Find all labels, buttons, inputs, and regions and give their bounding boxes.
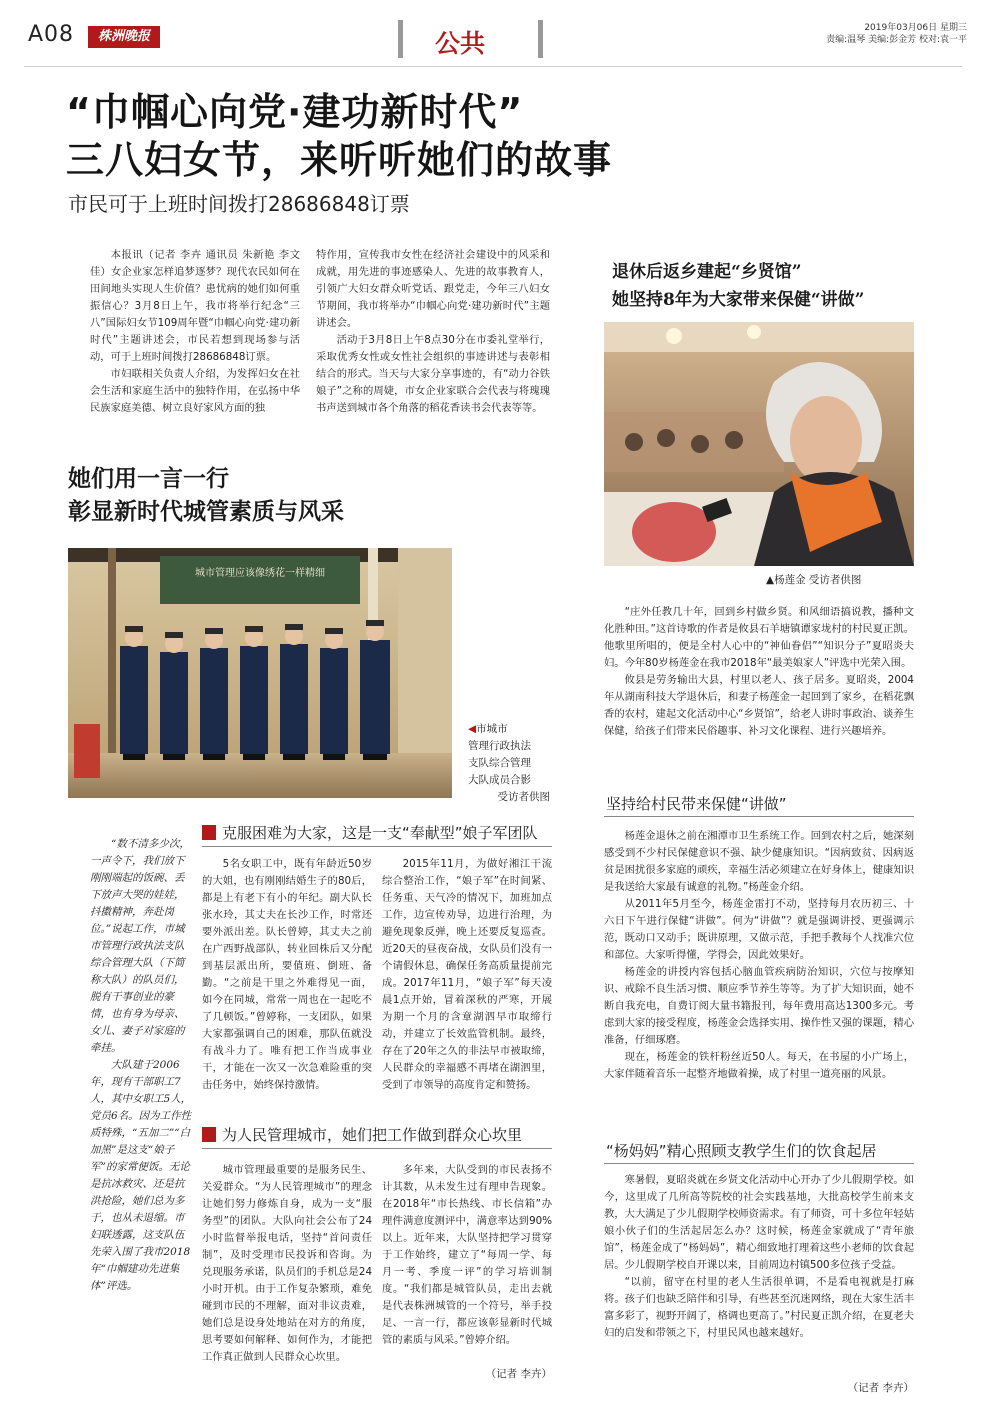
lead-paragraph: 市妇联相关负责人介绍，为发挥妇女在社会生活和家庭生活中的独特作用，在弘扬中华民族家庭美德、树立良好家风方面的独: [90, 368, 300, 414]
body-paragraph: 杨莲金退休之前在湘潭市卫生系统工作。回到农村之后，她深刻感受到不少村民保健意识不强、缺少健康知识。“因病致贫、因病返贫是困扰很多家庭的顽疾，幸福生活必须建立在好身体上，健康知识是我送给大家最有诚意的礼物。”杨莲金介绍。: [604, 830, 914, 893]
lead-headline-line1: “巾帼心向党·建功新时代”: [66, 90, 524, 134]
photo-banner-text: 城市管理应该像绣花一样精细: [195, 568, 325, 579]
story-left-headline-line2: 彰显新时代城管素质与风采: [68, 498, 344, 525]
story-left-intro-column: [90, 836, 194, 1295]
section1-column-2: [382, 856, 552, 1094]
story-left-headline: [68, 462, 344, 528]
body-paragraph: 从2011年5月至今，杨莲金雷打不动，坚持每月农历初三、十六日下午进行保健“讲做”。何为“讲做”？就是强调讲授、更强调示范，既动口又动手；既讲原理，又做示范，手把手教每个人找准穴位和部位。大家听得懂，学得会，因此效果好。: [604, 898, 914, 961]
body-paragraph: 5名女职工中，既有年龄近50岁的大姐，也有刚刚结婚生子的80后，都是上有老下有小的年纪。副大队长张水玲，其丈夫在长沙工作，时常还要外派出差。队长曾婷，其丈夫之前在广西野战部队，转业回株后又分配到基层派出所，要值班、倒班、备勤。“之前是干里之外难得见一面，如今在同城，常常一周也在一起吃不了几顿饭。”曾婷称，一支团队，如果大家都强调自己的困难，那队伍就没有战斗力了。唯有把工作当成事业干，才能在一次又一次急难险重的突击任务中，始终保持激情。: [202, 858, 372, 1091]
body-paragraph: 城市管理最重要的是服务民生、关爱群众。“为人民管理城市”的理念让她们努力修炼自身，成为一支“服务型”的团队。大队向社会公布了24小时监督举报电话，坚持“首问责任制”，及时受理市民投诉和咨询。为兑现服务承诺，队员们的手机总是24小时开机。由于工作复杂繁琐，难免碰到市民的不理解，面对非议责难，她们总是设身处地站在对方的角度，思考要如何解释、如何作为，才能把工作真正做到人民群众心坎里。: [202, 1164, 372, 1363]
story-right-body-3: [604, 1172, 914, 1342]
section2-column-1: [202, 1162, 372, 1366]
story-right-body: [604, 604, 914, 740]
lead-headline: [66, 88, 612, 184]
body-paragraph: “庄外任教几十年，回到乡村做乡贤。和风细语搞说教，播种文化胜种田。”这首诗歌的作者是攸县石羊塘镇谭家垅村的村民夏正凯。他歌里所唱的，便是全村人心中的“神仙眷侣”“知识分子”夏昭炎夫妇。今年80岁杨莲金在我市2018年“最美娘家人”评选中光荣入围。: [604, 606, 914, 669]
story-left-byline: （记者 李卉）: [485, 1368, 552, 1380]
section-title: 公共: [435, 29, 486, 58]
body-paragraph: “以前，留守在村里的老人生活很单调，不是看电视就是打麻将。孩子们也缺乏陪伴和引导，有些甚至沉迷网络，现在大家生活丰富多彩了，视野开阔了，格调也更高了。”村民夏正凯介绍，在夏老夫妇的启发和带领之下，村里民风也越来越好。: [604, 1276, 914, 1339]
story-left-headline-line1: 她们用一言一行: [68, 465, 229, 492]
section1-column-1: [202, 856, 372, 1094]
subhead-service: 为人民管理城市，她们把工作做到群众心坎里: [202, 1124, 522, 1145]
body-paragraph: 杨莲金的讲授内容包括心脑血管疾病防治知识，穴位与按摩知识、戒除不良生活习惯、顺应季节养生等等。为了扩大知识面，她不断自我充电，自费订阅大量书籍报刊，每年费用高达1300多元。考虑到大家的接受程度，杨莲金会选择实用、操作性又强的课题，精心准备，仔细琢磨。: [604, 966, 914, 1046]
lead-column-2: [316, 247, 550, 417]
team-group-photo: [68, 548, 452, 798]
lead-paragraph: 活动于3月8日上午8点30分在市委礼堂举行，采取优秀女性或女性社会组织的事迹讲述与表彰相结合的形式。当天与大家分享事迹的，有“动力谷铁娘子”之称的周婕，市女企业家联合会代表与将瑰瑰书声送到城市各个角落的稻花香读书会代表等等。: [316, 334, 550, 414]
subhead-yang-mama: “杨妈妈”精心照顾支教学生们的饮食起居: [606, 1142, 877, 1160]
subhead-underline: [604, 816, 914, 817]
subhead-dedication: 克服困难为大家，这是一支“奉献型”娘子军团队: [202, 822, 538, 843]
caption-credit: 受访者供图: [497, 791, 550, 803]
intro-paragraph: “数不清多少次，一声令下，我们放下刚刚端起的饭碗、丢下放声大哭的娃娃，抖擞精神，奔赴岗位。”说起工作，市城市管理行政执法支队综合管理大队（下简称大队）的队员们，脱有干事创业的豪情，也有身为母亲、女儿、妻子对家庭的牵挂。: [90, 838, 190, 1054]
header-meta: [826, 22, 967, 46]
page-header: [0, 0, 985, 70]
lead-paragraph: 特作用，宣传我市女性在经济社会建设中的风采和成就，用先进的事迹感染人、先进的故事教育人，引领广大妇女群众听党话、跟党走，今年三八妇女节期间，我市将举办“巾帼心向党·建功新时代”主题讲述会。: [316, 249, 550, 329]
caption-line: 管理行政执法: [468, 740, 531, 752]
subhead-underline: [604, 1163, 914, 1164]
story-right-body-2: [604, 828, 914, 1083]
issue-date: 2019年03月06日 星期三: [864, 23, 967, 33]
subhead-marker-icon: [202, 1127, 216, 1142]
lead-subheadline: 市民可于上班时间拨打28686848订票: [68, 192, 410, 216]
body-paragraph: 2015年11月，为做好湘江干流综合整治工作，“娘子军”在时间紧、任务重、天气冷的情况下，加班加点工作，边宣传劝导，边进行治理，为避免现象反弹，晚上还要反复巡查。近20天的昼夜奋战，女队员们没有一个请假休息，确保任务高质量提前完成。2017年11月，“娘子军”每天凌晨1点开始，冒着深秋的严寒，开展为期一个月的含章湖泗早市取缔行动，并建立了长效监管机制。最终，存在了20年之久的非法早市被取缔，人民群众的幸福感不再堵在湖泗里，受到了市领导的高度肯定和赞扬。: [382, 858, 552, 1091]
section2-column-2: [382, 1162, 552, 1349]
body-paragraph: 寒暑假，夏昭炎就在乡贤文化活动中心开办了少儿假期学校。如今，这里成了几所高等院校的社会实践基地，大批高校学生前来支教，大大满足了少儿假期学校师资需求。有了师资，可十多位年轻姑娘小伙子们的生活起居怎么办？这时候，杨莲金家就成了“青年旅馆”，杨莲金成了“杨妈妈”，精心细致地打理着这些小老师的饮食起居。少儿假期学校自开课以来，目前周边村镇500多位孩子受益。: [604, 1174, 914, 1271]
editor-credits: 责编:温琴 美编:彭金芳 校对:袁一平: [826, 35, 967, 45]
body-paragraph: 攸县是劳务输出大县，村里以老人、孩子居多。夏昭炎，2004年从湖南科技大学退休后，和妻子杨莲金一起回到了家乡，在稻花飘香的农村，建起文化活动中心“乡贤馆”，给老人讲时事政治、谈养生保健，给孩子们带来民俗趣事、补习文化课程、进行兴趣培养。: [604, 674, 914, 737]
subhead-marker-icon: [202, 825, 216, 840]
masthead-logo: 株洲晚报: [88, 26, 160, 48]
subhead-underline: [202, 1148, 552, 1149]
header-rule: [24, 66, 962, 67]
team-photo-caption: [468, 721, 550, 806]
subhead-health-talks: 坚持给村民带来保健“讲做”: [606, 795, 787, 813]
header-divider-left: [398, 20, 403, 58]
team-group-photo-image: [68, 548, 452, 798]
header-divider-right: [538, 20, 543, 58]
caption-line: ◀市城市: [468, 723, 508, 735]
caption-line: 支队综合管理: [468, 757, 531, 769]
story-right-headline-line2: 她坚持8年为大家带来保健“讲做”: [612, 290, 865, 310]
lead-column-1: [90, 247, 300, 417]
caption-line: 大队成员合影: [468, 774, 531, 786]
story-right-headline-line1: 退休后返乡建起“乡贤馆”: [612, 262, 802, 282]
lead-headline-line2: 三八妇女节，来听听她们的故事: [66, 138, 613, 182]
intro-paragraph: 大队建于2006年，现有干部职工7人，其中女职工5人，党员6名。因为工作性质特殊，“五加二”“白加黑”是这支“娘子军”的家常便饭。无论是抗冰救灾、还是抗洪抢险，她们总为多于，也从未退缩。市妇联透露，这支队伍先荣入围了我市2018年“巾帼建功先进集体”评选。: [90, 1059, 192, 1292]
caption-arrow-icon: ◀: [468, 723, 477, 735]
body-paragraph: 现在，杨莲金的铁杆粉丝近50人。每天，在书屋的小广场上，大家伴随着音乐一起整齐地做着操，成了村里一道亮丽的风景。: [604, 1051, 914, 1080]
yang-lianjin-photo-image: [604, 322, 914, 566]
yang-lianjin-photo: [604, 322, 914, 566]
page-number: A08: [28, 22, 75, 47]
story-right-headline: [612, 258, 864, 314]
lead-paragraph: 本报讯（记者 李卉 通讯员 朱新艳 李文佳）女企业家怎样追梦逐梦？现代农民如何在田间地头实现人生价值？患忧病的她们如何重振信心？3月8日上午，我市将举行纪念“三八”国际妇女节109周年暨“巾帼心向党·建功新时代”主题讲述会，市民若想到现场参与活动，可于上班时间拨打28686848订票。: [90, 249, 300, 363]
subhead-underline: [202, 846, 552, 847]
story-right-byline: （记者 李卉）: [847, 1382, 914, 1394]
yang-photo-caption: ▲杨莲金 受访者供图: [766, 574, 862, 586]
body-paragraph: 多年来，大队受到的市民表扬不计其数，从未发生过有理申告现象。在2018年“市长热线、市长信箱”办理件满意度测评中，满意率达到90%以上。近年来，大队坚持把学习贯穿于工作始终，建立了“每周一学、每月一考、季度一评”的学习培训制度。“我们都是城管队员，走出去就是代表株洲城管的一个符号，举手投足、一言一行，都应该彰显新时代城管的素质与风采。”曾婷介绍。: [382, 1164, 552, 1346]
